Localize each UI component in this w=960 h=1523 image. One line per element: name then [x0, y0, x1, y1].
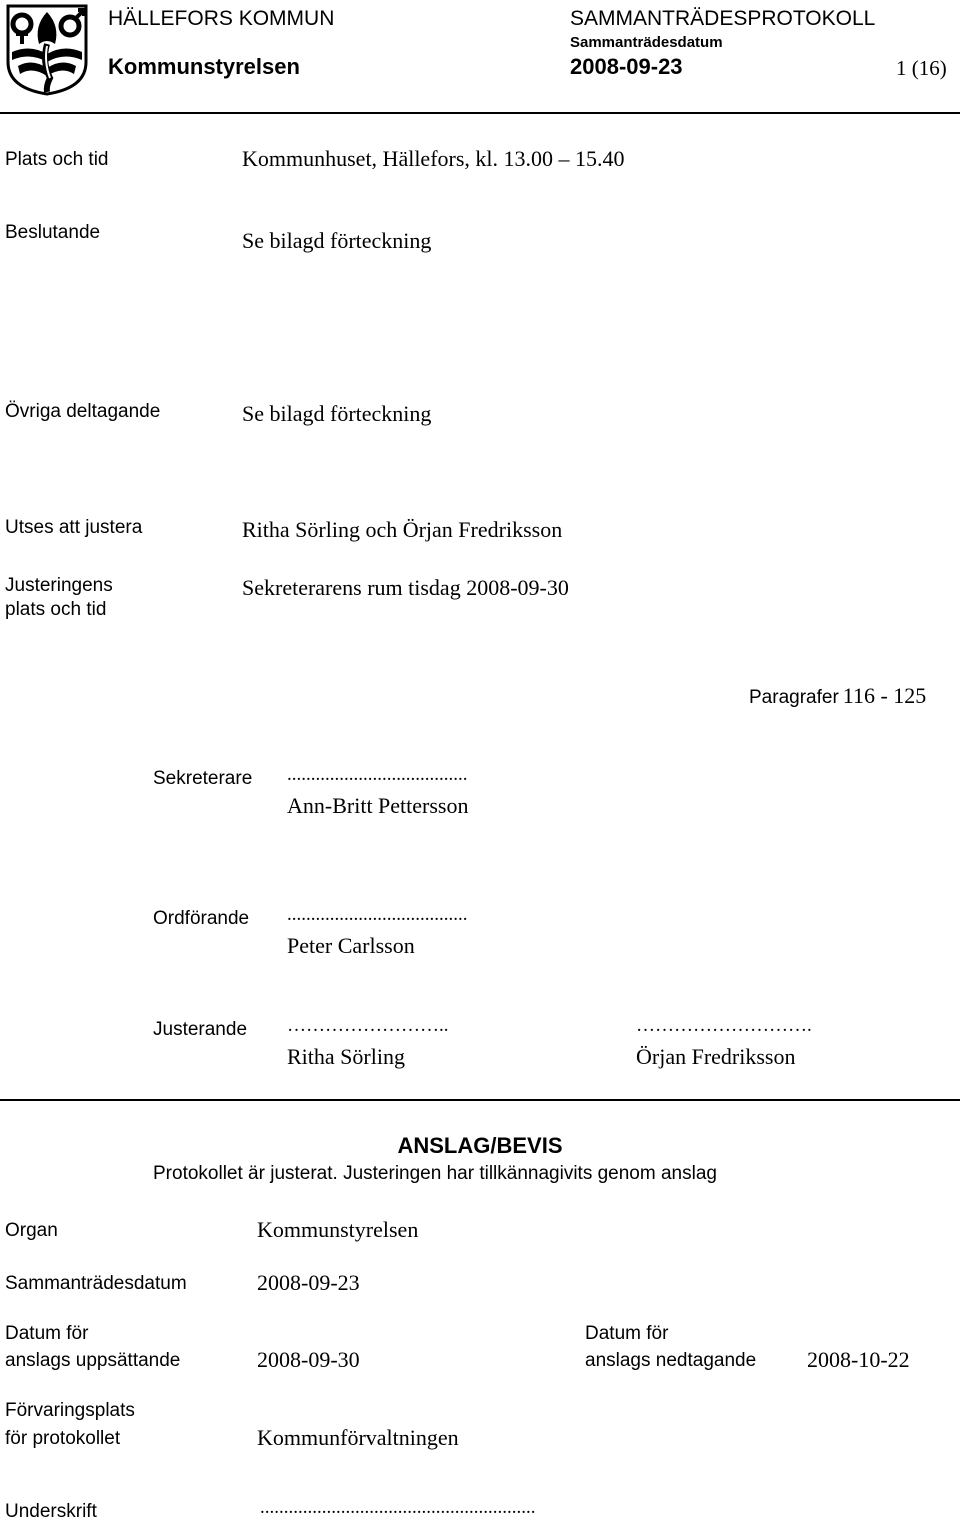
meeting-date-value: 2008-09-23 — [570, 54, 683, 79]
adjust-value: Ritha Sörling och Örjan Fredriksson — [242, 517, 563, 542]
adjust-place-label-line2: plats och tid — [5, 599, 107, 620]
paragraphs-label: Paragrafer — [749, 687, 839, 708]
posted-label-line1: Datum för — [5, 1323, 89, 1344]
organ-value: Kommunstyrelsen — [257, 1217, 419, 1242]
signature-line: .......................................................... — [260, 1497, 536, 1518]
posted-value: 2008-09-30 — [257, 1347, 360, 1372]
adjuster1-name: Ritha Sörling — [287, 1044, 405, 1069]
document-type: SAMMANTRÄDESPROTOKOLL — [570, 7, 876, 30]
storage-value: Kommunförvaltningen — [257, 1425, 459, 1450]
page-number: 1 (16) — [896, 56, 947, 80]
adjuster2-name: Örjan Fredriksson — [636, 1044, 796, 1069]
organ-label: Organ — [5, 1220, 58, 1241]
storage-label-line1: Förvaringsplats — [5, 1400, 135, 1421]
adjust-label: Utses att justera — [5, 517, 143, 538]
chair-signature-line: ...................................... — [287, 904, 468, 925]
adjust-place-label-line1: Justeringens — [5, 575, 113, 596]
body-name: Kommunstyrelsen — [108, 54, 300, 79]
signature-label: Underskrift — [5, 1501, 97, 1522]
removed-value: 2008-10-22 — [807, 1347, 910, 1372]
meeting-date-label: Sammanträdesdatum — [570, 34, 723, 51]
municipal-coat-of-arms-icon — [6, 4, 88, 96]
deciding-label: Beslutande — [5, 222, 101, 243]
header-divider — [0, 112, 960, 114]
removed-label-line2: anslags nedtagande — [585, 1350, 757, 1371]
paragraphs-range: 116 - 125 — [842, 683, 927, 708]
notice-date-value: 2008-09-23 — [257, 1270, 360, 1295]
chair-name: Peter Carlsson — [287, 933, 415, 958]
removed-label-line1: Datum för — [585, 1323, 669, 1344]
paragraphs — [749, 683, 926, 709]
notice-divider — [0, 1099, 960, 1101]
posted-label-line2: anslags uppsättande — [5, 1350, 181, 1371]
deciding-value: Se bilagd förteckning — [242, 228, 432, 253]
others-label: Övriga deltagande — [5, 401, 161, 422]
secretary-name: Ann-Britt Pettersson — [287, 793, 469, 818]
adjuster1-signature-line: …………………….. — [287, 1015, 449, 1036]
secretary-label: Sekreterare — [153, 768, 253, 789]
storage-label-line2: för protokollet — [5, 1428, 121, 1449]
place-value: Kommunhuset, Hällefors, kl. 13.00 – 15.40 — [242, 146, 625, 171]
notice-subtitle: Protokollet är justerat. Justeringen har tillkännagivits genom anslag — [153, 1163, 717, 1184]
adjusters-label: Justerande — [153, 1019, 248, 1040]
notice-date-label: Sammanträdesdatum — [5, 1273, 187, 1294]
org-name: HÄLLEFORS KOMMUN — [108, 7, 335, 30]
place-label: Plats och tid — [5, 149, 109, 170]
notice-title: ANSLAG/BEVIS — [397, 1133, 563, 1158]
others-value: Se bilagd förteckning — [242, 401, 432, 426]
secretary-signature-line: ...................................... — [287, 764, 468, 785]
chair-label: Ordförande — [153, 908, 250, 929]
adjust-place-value: Sekreterarens rum tisdag 2008-09-30 — [242, 575, 569, 600]
adjuster2-signature-line: ………………………. — [636, 1015, 812, 1036]
